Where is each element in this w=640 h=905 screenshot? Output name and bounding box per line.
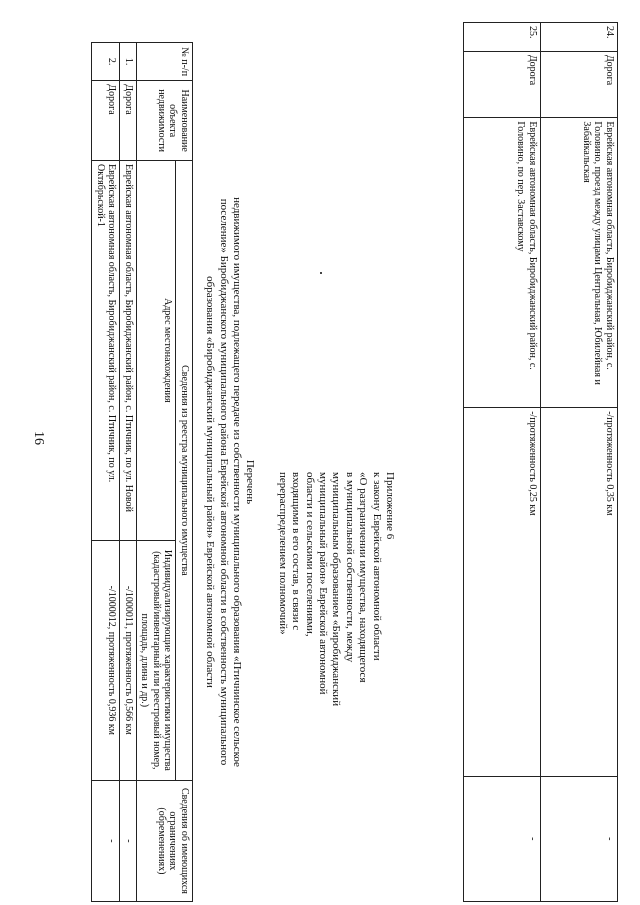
list-description-line: образования «Биробиджанский муниципальный район» Еврейской автономной области [204, 276, 217, 688]
object-address: Еврейская автономная область, Биробиджанский район, с. Головино, по пер. Заставскому [464, 118, 541, 408]
appendix-line: в муниципальной собственности, между [343, 472, 356, 663]
row-number: 25. [464, 23, 541, 52]
object-characteristics: -/1000011, протяженность 0,566 км [120, 540, 137, 780]
table-row [92, 43, 120, 902]
appendix-line: Приложение 6 [384, 472, 396, 540]
property-transfer-table [92, 42, 194, 902]
rotated-page-content [18, 22, 618, 902]
header-restrictions: Сведения об имеющихся ограничениях (обременениях) [137, 780, 193, 901]
table-row [120, 43, 137, 902]
appendix-line: области и сельскими поселениями, [303, 472, 316, 637]
header-characteristics: Индивидуализирующие характеристики имущества (кадастровый/инвентарный или реестровый номер, площадь, длина и др.) [137, 540, 177, 780]
continued-property-table [463, 22, 618, 902]
page-number: 16 [31, 431, 46, 445]
table-subheader-row [137, 43, 177, 902]
row-number: 24. [541, 23, 618, 52]
stray-mark [320, 272, 322, 274]
appendix-line: муниципальный район» Еврейской автономной [316, 472, 329, 695]
header-address: Адрес местонахождения [137, 160, 177, 540]
header-registry-info: Сведения из реестра муниципального имущества [176, 160, 193, 780]
appendix-line: «О разграничении имущества, находящегося [357, 472, 370, 683]
object-name: Дорога [541, 51, 618, 118]
appendix-line: муниципальным образованием «Биробиджанский [330, 472, 343, 707]
appendix-line: входящими в его состав, в связи с [290, 472, 303, 631]
object-characteristics: -/протяженность 0,35 км [541, 408, 618, 777]
table-row [464, 23, 541, 902]
object-address: Еврейская автономная область, Биробиджанский район, с. Птичник, по ул. Октябрьской-1 [92, 160, 120, 540]
object-name: Дорога [464, 51, 541, 118]
object-restrictions: - [120, 780, 137, 901]
object-characteristics: -/протяженность 0,25 км [464, 408, 541, 777]
object-address: Еврейская автономная область, Биробиджанский район, с. Птичник, по ул. Новой [120, 160, 137, 540]
object-characteristics: -/1000012, протяженность 0,936 км [92, 540, 120, 780]
list-description-line: поселение» Биробиджанского муниципального района Еврейской автономной области в собственность муниципального [217, 198, 230, 766]
list-title [203, 62, 256, 902]
appendix-header [275, 472, 396, 732]
object-address: Еврейская автономная область, Биробиджанский район, с. Головино, проезд между улицами Центральная, Юбилейная и Забайкальская [541, 118, 618, 408]
appendix-line: к закону Еврейской автономной области [370, 472, 383, 661]
header-number: № п-/п [137, 43, 193, 81]
row-number: 1. [120, 43, 137, 81]
object-restrictions: - [92, 780, 120, 901]
list-description-line: недвижимого имущества, подлежащего передаче из собственности муниципального образования «Птичнинское сельское [230, 197, 243, 767]
row-number: 2. [92, 43, 120, 81]
table-header-row [176, 43, 193, 902]
object-restrictions: - [464, 776, 541, 901]
table-row [541, 23, 618, 902]
list-heading: Перечень [244, 459, 256, 505]
header-object-name: Наименование объекта недвижимости [137, 81, 193, 161]
object-name: Дорога [92, 81, 120, 161]
object-restrictions: - [541, 776, 618, 901]
appendix-line: перераспределением полномочий» [276, 472, 289, 635]
object-name: Дорога [120, 81, 137, 161]
